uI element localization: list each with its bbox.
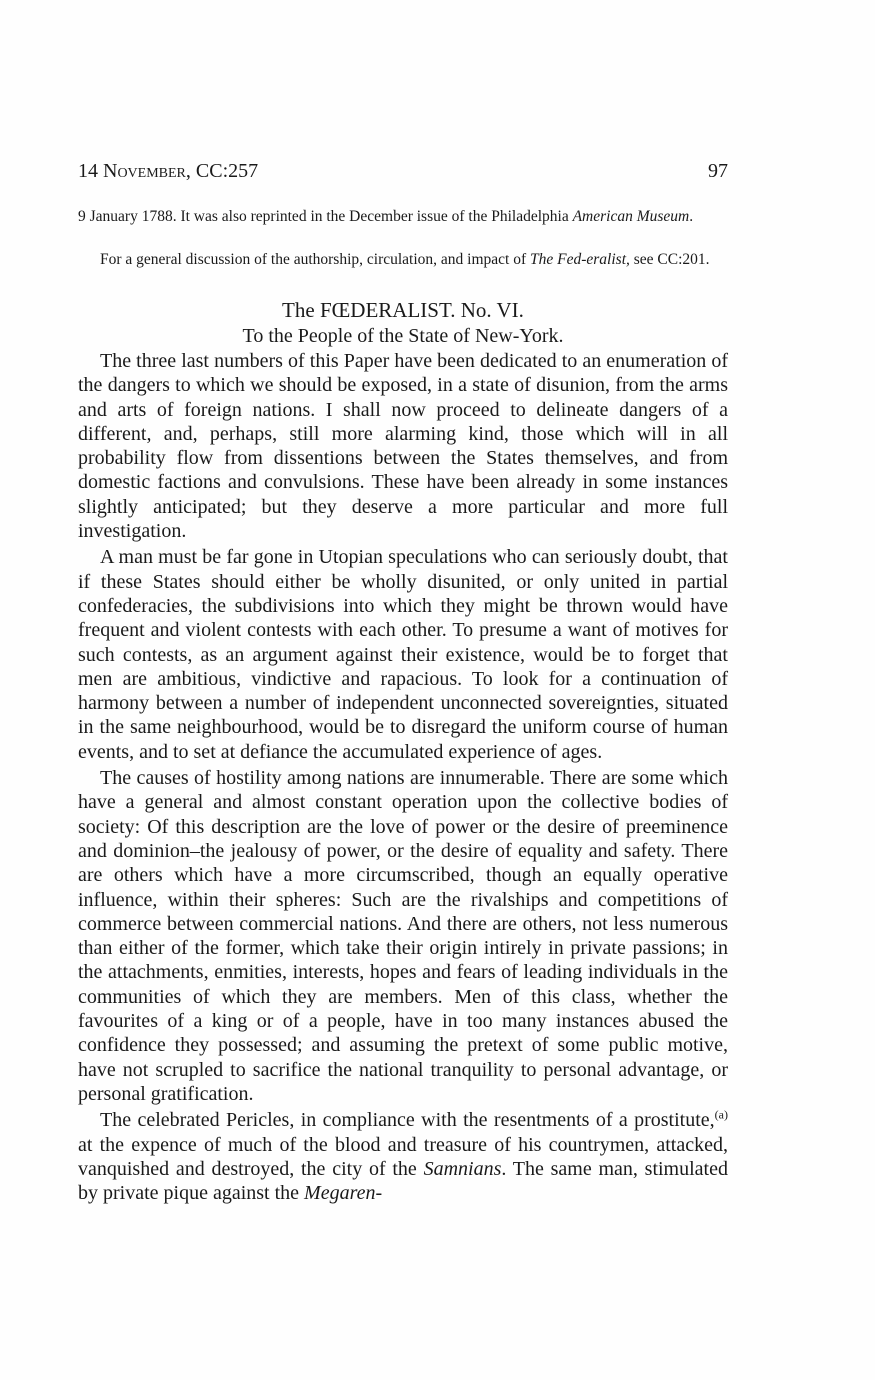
megarensians-italic: Megaren- <box>304 1182 383 1205</box>
header-month: November <box>103 160 186 182</box>
paragraph-4-part-a: The celebrated Pericles, in compliance with the resentments of a prostitute, <box>100 1109 715 1132</box>
note-2-text: For a general discussion of the authorship, circulation, and impact of <box>100 251 531 268</box>
note-2-end: see CC:201. <box>629 251 710 268</box>
footnote-marker-a[interactable]: (a) <box>714 1107 728 1122</box>
page-number: 97 <box>708 160 728 182</box>
header-date-reference <box>78 160 258 183</box>
header-prefix: 14 <box>78 160 103 182</box>
paragraph-1: The three last numbers of this Paper have been dedicated to an enumeration of the dangers to which we should be exposed, in a state of disunion, from the arms and arts of foreign nations. I shall now proceed to delineate dangers of a different, and, perhaps, still more alarming kind, those which will in all probability flow from dissentions between the States themselves, and from domestic factions and convulsions. These have been already in some instances slightly anticipated; but they deserve a more particular and more full investigation. <box>78 350 728 543</box>
essay-body <box>78 349 728 1207</box>
editorial-note-1 <box>78 207 728 228</box>
paragraph-4-part-b: at the expence of much of the blood and treasure of his countrymen, attacked, vanquished and destroyed, the city of the <box>78 1133 728 1180</box>
note-1-text: 9 January 1788. It was also reprinted in the December issue of the Philadelphia <box>78 208 573 225</box>
paragraph-4-part-c: . The same man, stimulated by private pique against the <box>78 1157 728 1205</box>
paragraph-4 <box>78 1108 728 1205</box>
header-reference: , CC:257 <box>185 160 259 182</box>
note-2-italic: The Fed-eralist, <box>530 251 630 268</box>
essay-address: To the People of the State of New-York. <box>242 325 564 347</box>
running-header <box>78 160 728 188</box>
note-1-italic: American Museum <box>572 208 690 225</box>
paragraph-3: The causes of hostility among nations are innumerable. There are some which have a general and almost constant operation upon the collective bodies of society: Of this description are the love of power or the desire of preeminence and dominion–the jealousy of power, or the desire of equality and safety. There are others which have a more circumscribed, though an equally operative influence, within their spheres: Such are the rivalships and competitions of commerce between commercial nations. And there are others, not less numerous than either of the former, which take their origin intirely in private passions; in the attachments, enmities, interests, hopes and fears of leading individuals in the communities of which they are members. Men of this class, whether the favourites of a king or of a people, have in too many instances abused the confidence they possessed; and assuming the pretext of some public motive, have not scrupled to sacrifice the national tranquility to personal advantage, or personal gratification. <box>78 767 728 1105</box>
paragraph-2: A man must be far gone in Utopian speculations who can seriously doubt, that if these States should either be wholly disunited, or only united in partial confederacies, the subdivisions into which they might be thrown would have frequent and violent contests with each other. To presume a want of motives for such contests, as an argument against their existence, would be to forget that men are ambitious, vindictive and rapacious. To look for a continuation of harmony between a number of independent unconnected sovereignties, situated in the same neighbourhood, would be to disregard the uniform course of human events, and to set at defiance the accumulated experience of ages. <box>78 546 728 763</box>
editorial-note-2 <box>78 250 728 271</box>
samnians-italic: Samnians <box>423 1157 502 1180</box>
essay-title: The FŒDERALIST. No. VI. <box>282 298 524 322</box>
note-1-end: . <box>689 208 694 225</box>
